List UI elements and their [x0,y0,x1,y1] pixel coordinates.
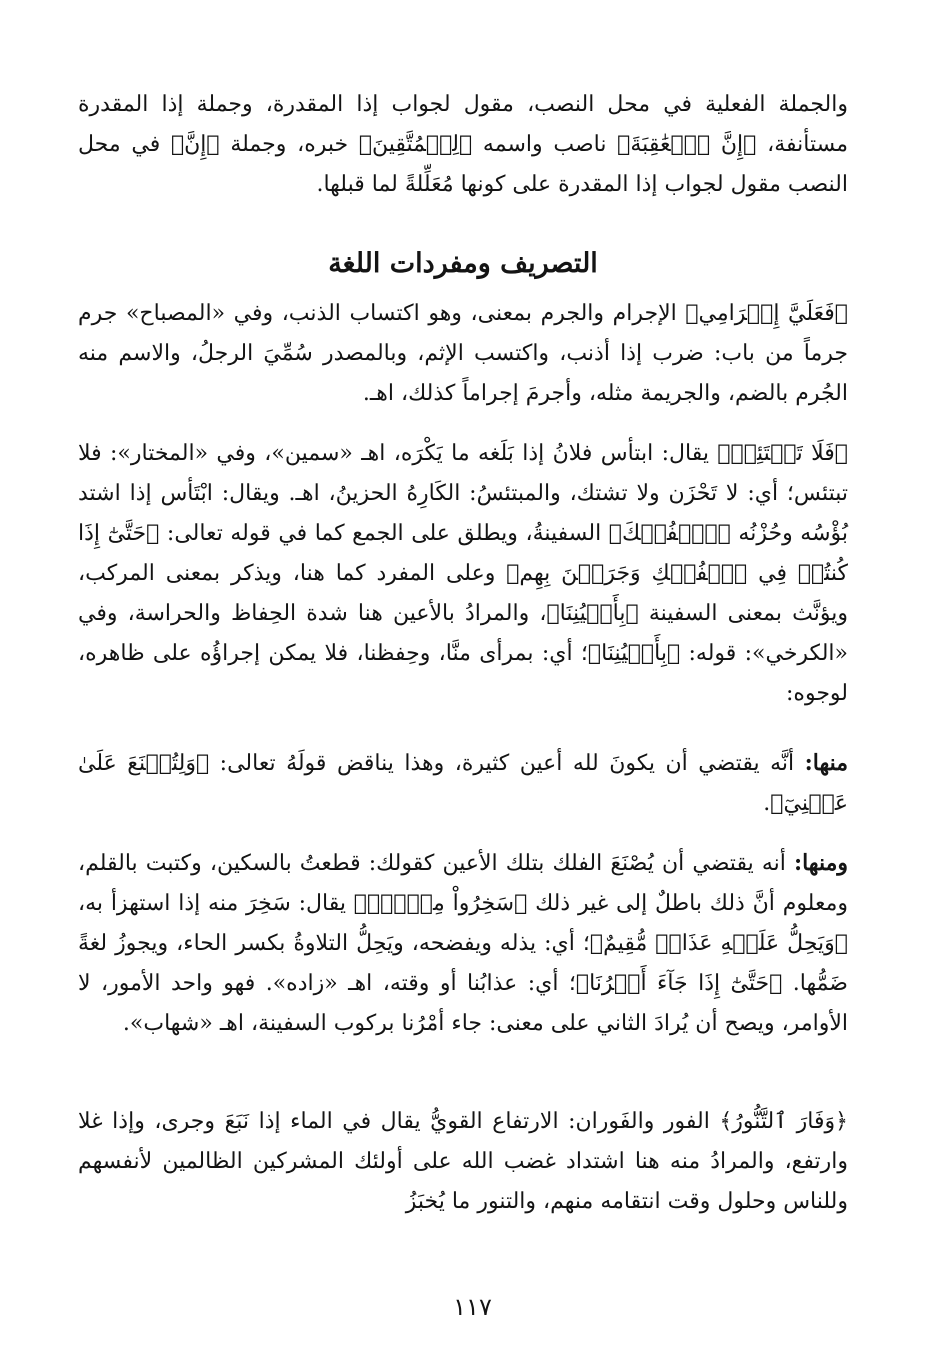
paragraph-minha-second-body: أنه يقتضي أن يُصْنَعَ الفلك بتلك الأعين كقولك: قطعتُ بالسكين، وكتبت بالقلم، ومعلوم أنَّ ذلك باطلٌ إلى غير ذلك ﴿سَخِرُواْ مِنۡهُۚ﴾ يقال: سَخِرَ منه إذا استهزأ به، ﴿وَيَحِلُّ عَلَيۡهِ عَذَابٞ مُّقِيمٌ﴾؛ أي: يذله ويفضحه، ويَحِلُّ التلاوةُ بكسر الحاء، ويجوزُ لغةً ضَمُّها. ﴿حَتَّىٰٓ إِذَا جَآءَ أَمۡرُنَا﴾؛ أي: عذابُنا أو وقته، اهـ «زاده». فهو واحد الأمور، لا الأوامر، ويصح أن يُرادَ الثاني على معنى: جاء أمْرُنا بركوب السفينة، اهـ «شهاب». [78,851,848,1036]
page-number: ١١٧ [453,1293,492,1321]
paragraph-grammar: والجملة الفعلية في محل النصب، مقول لجواب إذا المقدرة، وجملة إذا المقدرة مستأنفة، ﴿إِنَّ ٱلۡعَٰقِبَةَ﴾ ناصب واسمه ﴿لِلۡمُتَّقِينَ﴾ خبره، وجملة ﴿إِنَّ﴾ في محل النصب مقول لجواب إذا المقدرة على كونها مُعَلِّلةً لما قبلها. [78,92,848,197]
paragraph-minha-first-body: أنَّه يقتضي أن يكونَ لله أعين كثيرة، وهذا يناقض قولَهُ تعالى: ﴿وَلِتُصۡنَعَ عَلَىٰ عَيۡنِيٓ﴾. [78,751,848,816]
section-heading: التصريف ومفردات اللغة [328,248,598,279]
paragraph-tannur: ﴿وَفَارَ ٱلتَّنُّورُ﴾ الفور والفَوران: الارتفاع القويُّ يقال في الماء إذا نَبَعَ وجرى، وإذا غلا وارتفع، والمرادُ منه هنا اشتداد غضب الله على أولئك المشركين الظالمين لأنفسهم وللناس وحلول وقت انتقامه منهم، والتنور ما يُخبَزُ [78,1109,848,1214]
paragraph-tabtais: ﴿فَلَا تَبۡتَئِسۡ﴾ يقال: ابتأس فلانُ إذا بَلَغه ما يَكْرَه، اهـ «سمين»، وفي «المختار»: فلا تبتئس؛ أي: لا تَحْزَن ولا تشتك، والمبتئسُ: الكَارِهُ الحزينُ، اهـ. ويقال: ابْتَأس إذا اشتد بُؤْسُه وحُزْنُه ﴿ٱلۡفُلۡكَ﴾ السفينةُ، ويطلق على الجمع كما في قوله تعالى: ﴿حَتَّىٰٓ إِذَا كُنتُمۡ فِي ٱلۡفُلۡكِ وَجَرَيۡنَ بِهِم﴾ وعلى المفرد كما هنا، ويذكر بمعنى المركب، ويؤنَّث بمعنى السفينة ﴿بِأَعۡيُنِنَا﴾، والمرادُ بالأعين هنا شدة الحِفاظ والحراسة، وفي «الكرخي»: قوله: ﴿بِأَعۡيُنِنَا﴾؛ أي: بمرأى منَّا، وحِفظنا، فلا يمكن إجراؤُه على ظاهره، لوجوه: [78,441,848,706]
paragraph-ijrami: ﴿فَعَلَيَّ إِجۡرَامِي﴾ الإجرام والجرم بمعنى، وهو اكتساب الذنب، وفي «المصباح» جرم جرماً من باب: ضرب إذا أذنب، واكتسب الإثم، وبالمصدر سُمِّيَ الرجلُ، والاسم منه الجُرم بالضم، والجريمة مثله، وأجرمَ إجراماً كذلك، اهـ. [78,301,848,406]
lead-word-minha: منها: [804,750,849,776]
lead-word-wa-minha: ومنها: [793,850,848,876]
paragraph-minha-second [78,843,848,1044]
paragraph-minha-first [78,743,848,824]
